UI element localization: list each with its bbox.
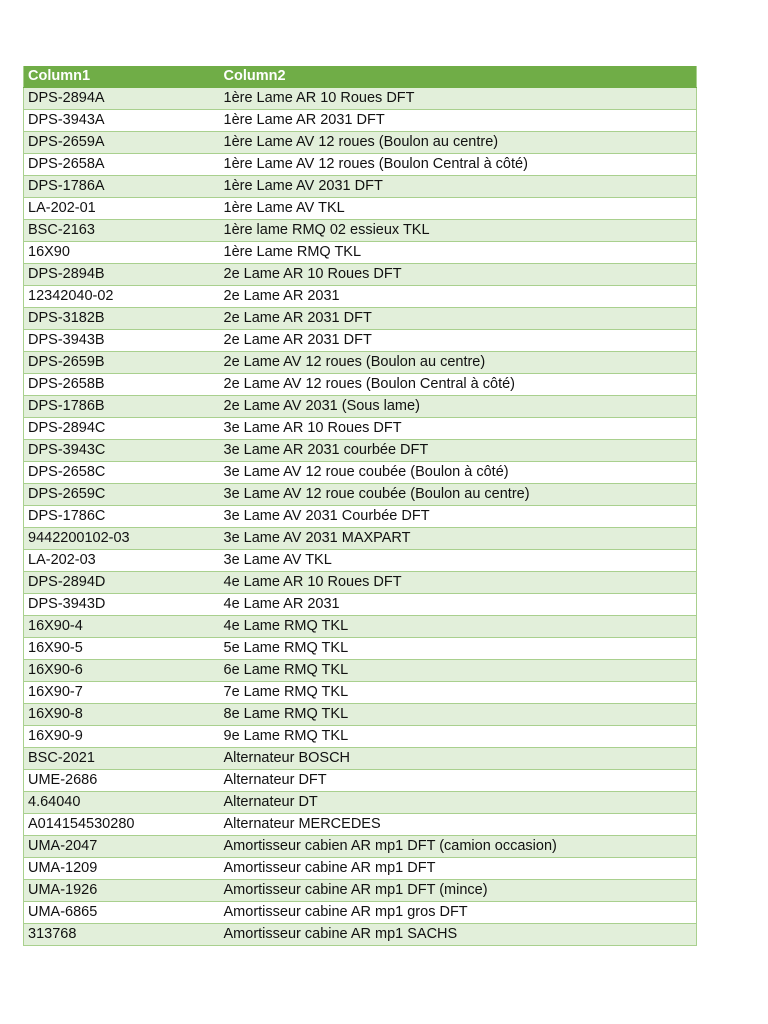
part-number-cell: DPS-3943D xyxy=(24,594,220,616)
description-cell: 1ère Lame AR 10 Roues DFT xyxy=(220,88,697,110)
description-cell: 2e Lame AR 2031 DFT xyxy=(220,308,697,330)
part-number-cell: DPS-2658C xyxy=(24,462,220,484)
description-cell: 2e Lame AV 12 roues (Boulon au centre) xyxy=(220,352,697,374)
table-row xyxy=(24,198,697,220)
table-row xyxy=(24,330,697,352)
part-number-cell: BSC-2163 xyxy=(24,220,220,242)
table-row xyxy=(24,506,697,528)
part-number-cell: BSC-2021 xyxy=(24,748,220,770)
table-row xyxy=(24,902,697,924)
description-cell: 3e Lame AV 2031 MAXPART xyxy=(220,528,697,550)
description-cell: 2e Lame AV 2031 (Sous lame) xyxy=(220,396,697,418)
part-number-cell: DPS-2659B xyxy=(24,352,220,374)
table-row xyxy=(24,462,697,484)
column-header-1: Column1 xyxy=(24,66,220,88)
description-cell: 1ère lame RMQ 02 essieux TKL xyxy=(220,220,697,242)
description-cell: 2e Lame AV 12 roues (Boulon Central à côté) xyxy=(220,374,697,396)
table-row xyxy=(24,880,697,902)
part-number-cell: DPS-2658B xyxy=(24,374,220,396)
part-number-cell: DPS-2659C xyxy=(24,484,220,506)
description-cell: 2e Lame AR 2031 xyxy=(220,286,697,308)
table-row xyxy=(24,352,697,374)
part-number-cell: A014154530280 xyxy=(24,814,220,836)
part-number-cell: 16X90-7 xyxy=(24,682,220,704)
table-row xyxy=(24,594,697,616)
description-cell: Alternateur DT xyxy=(220,792,697,814)
table-row xyxy=(24,682,697,704)
table-row xyxy=(24,88,697,110)
table-row xyxy=(24,572,697,594)
table-row xyxy=(24,836,697,858)
description-cell: 2e Lame AR 10 Roues DFT xyxy=(220,264,697,286)
description-cell: Amortisseur cabien AR mp1 DFT (camion occasion) xyxy=(220,836,697,858)
description-cell: 2e Lame AR 2031 DFT xyxy=(220,330,697,352)
table-row xyxy=(24,770,697,792)
part-number-cell: 4.64040 xyxy=(24,792,220,814)
part-number-cell: 16X90-8 xyxy=(24,704,220,726)
description-cell: Alternateur MERCEDES xyxy=(220,814,697,836)
part-number-cell: DPS-3182B xyxy=(24,308,220,330)
part-number-cell: 16X90-4 xyxy=(24,616,220,638)
part-number-cell: UME-2686 xyxy=(24,770,220,792)
description-cell: 5e Lame RMQ TKL xyxy=(220,638,697,660)
table-row xyxy=(24,858,697,880)
description-cell: 7e Lame RMQ TKL xyxy=(220,682,697,704)
table-row xyxy=(24,418,697,440)
part-number-cell: 16X90 xyxy=(24,242,220,264)
table-row xyxy=(24,484,697,506)
table-row xyxy=(24,638,697,660)
description-cell: 1ère Lame RMQ TKL xyxy=(220,242,697,264)
description-cell: 1ère Lame AR 2031 DFT xyxy=(220,110,697,132)
part-number-cell: 12342040-02 xyxy=(24,286,220,308)
description-cell: 3e Lame AV 12 roue coubée (Boulon au centre) xyxy=(220,484,697,506)
part-number-cell: UMA-1926 xyxy=(24,880,220,902)
part-number-cell: UMA-2047 xyxy=(24,836,220,858)
table-row xyxy=(24,374,697,396)
part-number-cell: DPS-2894A xyxy=(24,88,220,110)
table-row xyxy=(24,616,697,638)
table-row xyxy=(24,110,697,132)
part-number-cell: UMA-1209 xyxy=(24,858,220,880)
part-number-cell: DPS-1786C xyxy=(24,506,220,528)
description-cell: 4e Lame AR 2031 xyxy=(220,594,697,616)
part-number-cell: DPS-2894C xyxy=(24,418,220,440)
table-row xyxy=(24,220,697,242)
table-row xyxy=(24,550,697,572)
table-row xyxy=(24,660,697,682)
data-table xyxy=(23,66,697,946)
part-number-cell: 16X90-6 xyxy=(24,660,220,682)
part-number-cell: LA-202-01 xyxy=(24,198,220,220)
part-number-cell: DPS-3943A xyxy=(24,110,220,132)
description-cell: 1ère Lame AV 12 roues (Boulon au centre) xyxy=(220,132,697,154)
part-number-cell: DPS-1786A xyxy=(24,176,220,198)
description-cell: 3e Lame AR 2031 courbée DFT xyxy=(220,440,697,462)
part-number-cell: LA-202-03 xyxy=(24,550,220,572)
description-cell: 6e Lame RMQ TKL xyxy=(220,660,697,682)
description-cell: 3e Lame AV TKL xyxy=(220,550,697,572)
description-cell: 1ère Lame AV 2031 DFT xyxy=(220,176,697,198)
part-number-cell: 16X90-9 xyxy=(24,726,220,748)
table-row xyxy=(24,440,697,462)
table-row xyxy=(24,704,697,726)
part-number-cell: 9442200102-03 xyxy=(24,528,220,550)
description-cell: Amortisseur cabine AR mp1 DFT (mince) xyxy=(220,880,697,902)
description-cell: 3e Lame AV 2031 Courbée DFT xyxy=(220,506,697,528)
part-number-cell: DPS-2894D xyxy=(24,572,220,594)
description-cell: Alternateur BOSCH xyxy=(220,748,697,770)
table-body xyxy=(24,88,697,946)
description-cell: 1ère Lame AV TKL xyxy=(220,198,697,220)
description-cell: Amortisseur cabine AR mp1 gros DFT xyxy=(220,902,697,924)
part-number-cell: DPS-3943C xyxy=(24,440,220,462)
description-cell: 8e Lame RMQ TKL xyxy=(220,704,697,726)
description-cell: 3e Lame AV 12 roue coubée (Boulon à côté) xyxy=(220,462,697,484)
part-number-cell: 16X90-5 xyxy=(24,638,220,660)
table-row xyxy=(24,132,697,154)
part-number-cell: UMA-6865 xyxy=(24,902,220,924)
description-cell: 4e Lame AR 10 Roues DFT xyxy=(220,572,697,594)
table-row xyxy=(24,924,697,946)
description-cell: 9e Lame RMQ TKL xyxy=(220,726,697,748)
header-row xyxy=(24,66,697,88)
description-cell: Amortisseur cabine AR mp1 DFT xyxy=(220,858,697,880)
column-header-2: Column2 xyxy=(220,66,697,88)
table-row xyxy=(24,748,697,770)
table-header xyxy=(24,66,697,88)
table-row xyxy=(24,308,697,330)
table-row xyxy=(24,528,697,550)
description-cell: 1ère Lame AV 12 roues (Boulon Central à côté) xyxy=(220,154,697,176)
table-row xyxy=(24,154,697,176)
description-cell: Amortisseur cabine AR mp1 SACHS xyxy=(220,924,697,946)
table-row xyxy=(24,792,697,814)
table-row xyxy=(24,242,697,264)
part-number-cell: DPS-2894B xyxy=(24,264,220,286)
description-cell: 3e Lame AR 10 Roues DFT xyxy=(220,418,697,440)
table-row xyxy=(24,176,697,198)
description-cell: 4e Lame RMQ TKL xyxy=(220,616,697,638)
part-number-cell: DPS-1786B xyxy=(24,396,220,418)
table-row xyxy=(24,286,697,308)
part-number-cell: DPS-3943B xyxy=(24,330,220,352)
part-number-cell: DPS-2659A xyxy=(24,132,220,154)
table-row xyxy=(24,396,697,418)
table-row xyxy=(24,814,697,836)
table-row xyxy=(24,264,697,286)
table-row xyxy=(24,726,697,748)
part-number-cell: 313768 xyxy=(24,924,220,946)
description-cell: Alternateur DFT xyxy=(220,770,697,792)
part-number-cell: DPS-2658A xyxy=(24,154,220,176)
